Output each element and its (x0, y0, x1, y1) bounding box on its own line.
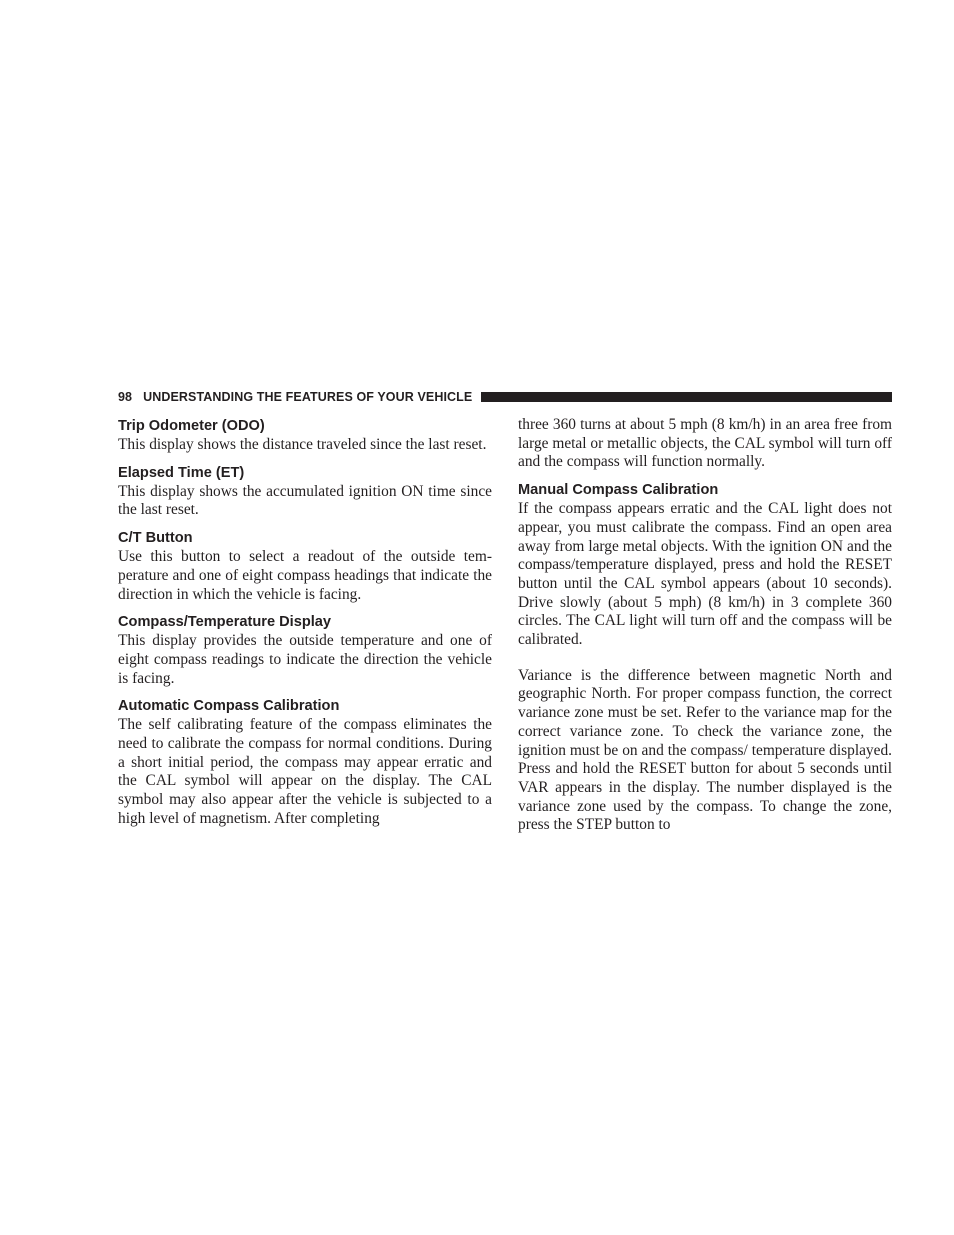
section-variance (518, 667, 892, 835)
section-body: This display shows the distance traveled since the last reset. (118, 436, 487, 453)
chapter-title: UNDERSTANDING THE FEATURES OF YOUR VEHICLE (143, 390, 473, 404)
left-column (118, 416, 492, 837)
section-heading: Elapsed Time (ET) (118, 464, 245, 481)
section-heading: C/T Button (118, 530, 193, 547)
section-ct-button (118, 528, 492, 604)
section-body: The self calibrating feature of the compass eliminates the need to calibrate the compass for normal conditions. During a short initial period, the compass may appear erratic and the CAL symbol will appear on the display. The CAL symbol may also appear after the vehicle is subjected to a high level of magnetism. After completing (118, 716, 492, 827)
variance-text: Variance is the difference between magnetic North and geographic North. For proper compass function, the correct variance zone must be set. Refer to the variance map for the correct variance zone. To check the variance zone, the ignition must be on and the compass/ temperature displayed. Press and hold the RESET button for about 5 seconds until VAR appears in the display. The number displayed is the variance zone used by the compass. To change the zone, press the STEP button to (518, 666, 892, 834)
continuation-text: three 360 turns at about 5 mph (8 km/h) in an area free from large metal or metallic objects, the CAL symbol will turn off and the compass will function normally. (518, 416, 892, 471)
section-heading: Trip Odometer (ODO) (118, 418, 265, 434)
section-body: This display provides the outside temperature and one of eight compass readings to indicate the direction the vehicle is facing. (118, 632, 492, 687)
page-header (118, 389, 892, 405)
section-continuation (518, 416, 892, 472)
section-elapsed-time (118, 463, 492, 520)
section-body: If the compass appears erratic and the CAL light does not appear, you must calibrate the compass. Find an open area away from large metal objects. With the ignition ON and the compass/temperature displayed, press and hold the RESET button until the CAL symbol appears (about 10 seconds). Drive slowly (about 5 mph) (8 km/h) in 3 complete 360 circles. The CAL light will turn off and the compass will be calibrated. (518, 500, 892, 649)
page-number: 98 (118, 390, 133, 404)
section-heading: Manual Compass Calibration (518, 482, 719, 499)
section-manual-compass-calibration (518, 480, 892, 650)
section-heading: Automatic Compass Calibration (118, 698, 340, 715)
section-automatic-compass-calibration (118, 696, 492, 828)
section-body: Use this button to select a readout of the outside tem-perature and one of eight compass headings that indicate the direction in which the vehicle is facing. (118, 548, 492, 603)
right-column (518, 416, 892, 843)
section-body: This display shows the accumulated ignition ON time since the last reset. (118, 482, 492, 519)
section-trip-odometer (118, 416, 492, 455)
section-compass-temperature-display (118, 612, 492, 688)
section-heading: Compass/Temperature Display (118, 614, 332, 631)
header-rule (481, 392, 892, 402)
